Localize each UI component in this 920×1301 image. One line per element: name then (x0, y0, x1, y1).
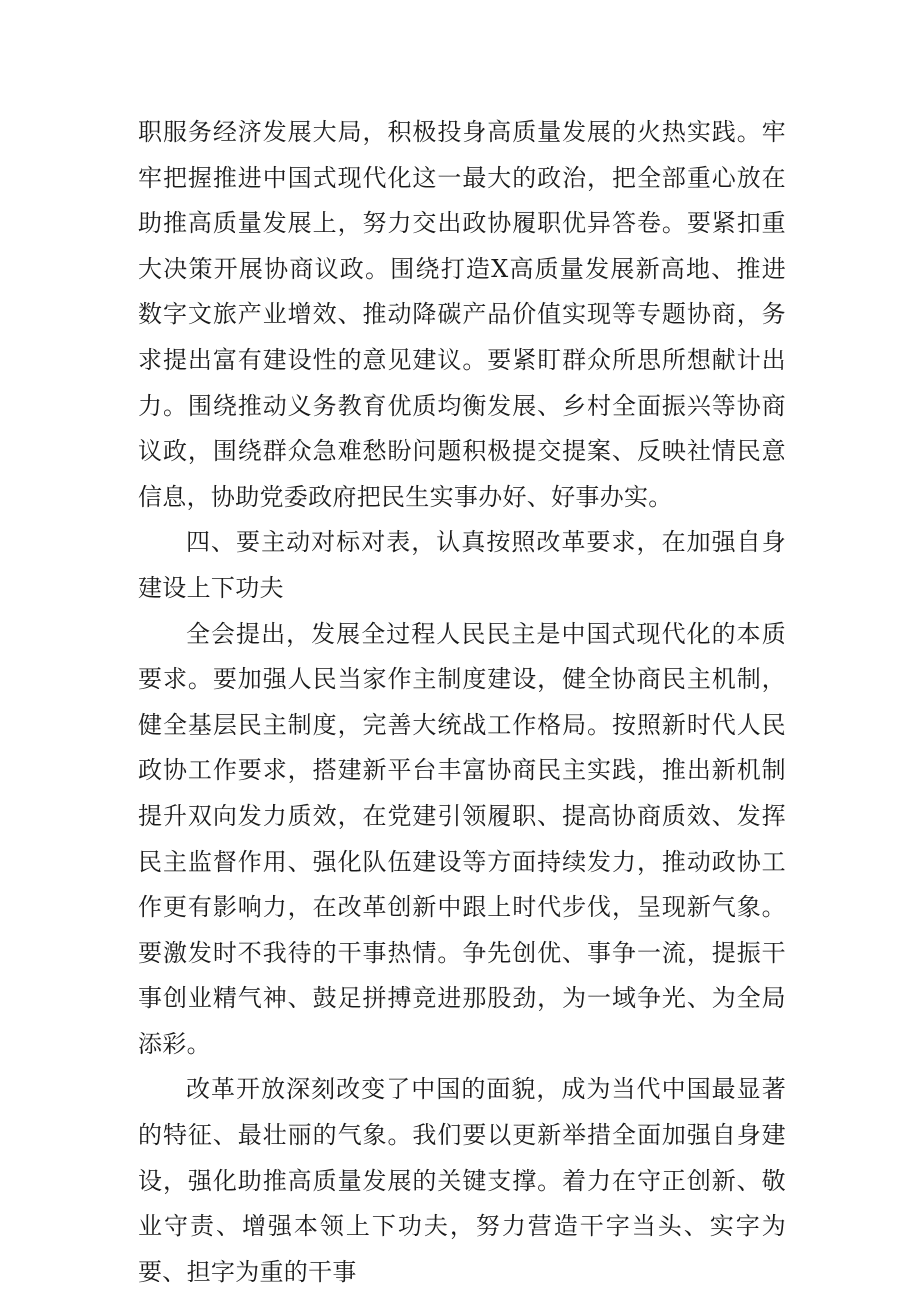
document-page (138, 110, 786, 1295)
body-paragraph-plenary: 全会提出，发展全过程人民民主是中国式现代化的本质要求。要加强人民当家作主制度建设，健全协商民主机制，健全基层民主制度，完善大统战工作格局。按照新时代人民政协工作要求，搭建新平台丰富协商民主实践，推出新机制提升双向发力质效，在党建引领履职、提高协商质效、发挥民主监督作用、强化队伍建设等方面持续发力，推动政协工作更有影响力，在改革创新中跟上时代步伐，呈现新气象。要激发时不我待的干事热情。争先创优、事争一流，提振干事创业精气神、鼓足拼搏竞进那股劲，为一域争光、为全局添彩。 (138, 619, 786, 1058)
body-paragraph-continued: 职服务经济发展大局，积极投身高质量发展的火热实践。牢牢把握推进中国式现代化这一最大的政治，把全部重心放在助推高质量发展上，努力交出政协履职优异答卷。要紧扣重大决策开展协商议政。围绕打造X高质量发展新高地、推进数字文旅产业增效、推动降碳产品价值实现等专题协商，务求提出富有建设性的意见建议。要紧盯群众所思所想献计出力。围绕推动义务教育优质均衡发展、乡村全面振兴等协商议政，围绕群众急难愁盼问题积极提交提案、反映社情民意信息，协助党委政府把民生实事办好、好事办实。 (138, 118, 786, 511)
section-heading-four: 四、要主动对标对表，认真按照改革要求，在加强自身建设上下功夫 (138, 528, 786, 602)
body-paragraph-reform: 改革开放深刻改变了中国的面貌，成为当代中国最显著的特征、最壮丽的气象。我们要以更新举措全面加强自身建设，强化助推高质量发展的关键支撑。着力在守正创新、敬业守责、增强本领上下功夫，努力营造干字当头、实字为要、担字为重的干事 (138, 1075, 786, 1286)
